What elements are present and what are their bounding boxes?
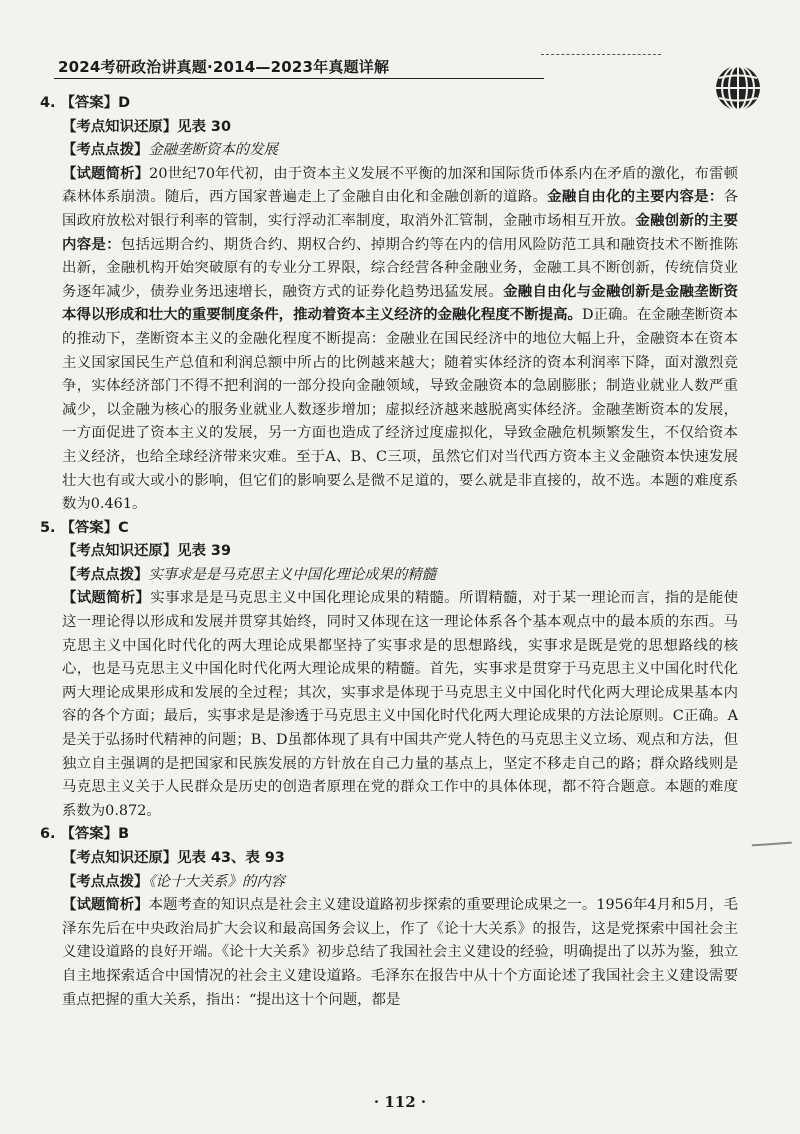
answer-label: 【答案】 [60,519,119,536]
header-dashed-line [541,54,661,80]
header-title: 2024考研政治讲真题·2014—2023年真题详解 [58,58,390,76]
question-4 [40,92,738,517]
question-6 [40,823,738,1012]
question-number: 4. [40,95,56,111]
brief-text: 各国政府放松对银行利率的管制，实行浮动汇率制度，取消外汇管制，金融市场相互开放。 [62,189,738,229]
question-number: 6. [40,826,56,843]
brief-text: 20世纪70年代初，由于资本主义发展不平衡的加深和国际货币体系内在矛盾的激化，布雷顿森林体系崩溃。随后，西方国家普遍走上了金融自由化和金融创新的道路。 [62,165,738,206]
answer-value: D [118,95,131,111]
point-value: 实事求是是马克思主义中国化理论成果的精髓 [148,566,437,583]
brief-paragraph [62,587,738,823]
brief-label: 【试题简析】 [62,165,150,182]
page-header [36,34,736,84]
header-rule [54,78,544,79]
brief-text: D正确。在金融垄断资本的推动下，垄断资本主义的金融化程度不断提高：金融业在国民经济中的地位大幅上升，金融资本在资本主义国家国民生产总值和利润总额中所占的比例越来越大；随着实体经济的资本利润率下降，面对激烈竞争，实体经济部门不得不把利润的一部分投向金融领域，导致金融资本的急剧膨胀；制造业就业人数严重减少，以金融为核心的服务业就业人数逐步增加；虚拟经济越来越脱离实体经济。金融垄断资本的发展，一方面促进了资本主义的发展，另一方面也造成了经济过度虚拟化，导致金融危机频繁发生，不仅给资本主义经济，也给全球经济带来灾难。至于A、B、C三项，虽然它们对当代西方资本主义金融资本快速发展壮大也有或大或小的影响，但它们的影响要么是微不足道的，要么就是非直接的，故不选。本题的难度系数为0.461。 [62,307,738,513]
page-number: · 112 · [373,1093,427,1111]
point-value: 金融垄断资本的发展 [148,142,278,159]
brief-bold: 金融自由化的主要内容是： [547,189,724,206]
answer-value: B [118,826,130,843]
knowledge-label: 【考点知识还原】 [62,118,178,135]
brief-text: 本题考查的知识点是社会主义建设道路初步探索的重要理论成果之一。1956年4月和5月，毛泽东先后在中央政治局扩大会议和最高国务会议上，作了《论十大关系》的报告，这是党探索中国社会主义建设道路的良好开端。《论十大关系》初步总结了我国社会主义建设的经验，明确提出了以苏为鉴，独立自主地探索适合中国情况的社会主义建设道路。毛泽东在报告中从十个方面论述了我国社会主义建设需要重点把握的重大关系，指出：“提出这十个问题，都是 [62,897,738,1008]
brief-text: 实事求是是马克思主义中国化理论成果的精髓。所谓精髓，对于某一理论而言，指的是能使这一理论得以形成和发展并贯穿其始终，同时又体现在这一理论体系各个基本观点中的最本质的东西。马克思主义中国化时代化的两大理论成果都坚持了实事求是的思想路线，实事求是既是党的思想路线的核心，也是马克思主义中国化时代化两大理论成果的精髓。首先，实事求是贯穿于马克思主义中国化时代化两大理论成果形成和发展的全过程；其次，实事求是体现于马克思主义中国化时代化两大理论成果基本内容的各个方面；最后，实事求是是渗透于马克思主义中国化时代化两大理论成果的方法论原则。C正确。A是关于弘扬时代精神的问题；B、D虽都体现了具有中国共产党人特色的马克思主义立场、观点和方法，但独立自主强调的是把国家和民族发展的方针放在自己力量的基点上，坚定不移走自己的路；群众路线则是马克思主义关于人民群众是历史的创造者原理在党的群众工作中的具体体现，都不符合题意。本题的难度系数为0.872。 [62,590,738,819]
brief-paragraph [62,163,738,517]
brief-text: 包括远期合约、期货合约、期权合约、掉期合约等在内的信用风险防范工具和融资技术不断推陈出新，金融机构开始突破原有的专业分工界限，综合经营各种金融业务，金融工具不断创新，传统信贷业务逐年减少，债券业务迅速增长，融资方式的证券化趋势迅猛发展。 [62,236,738,300]
brief-paragraph [62,894,738,1012]
knowledge-value: 见表 39 [177,543,231,560]
answer-value: C [118,519,129,536]
margin-mark [752,842,792,853]
brief-label: 【试题简析】 [62,897,149,914]
brief-label: 【试题简析】 [62,590,151,607]
point-label: 【考点点拨】 [62,873,149,890]
point-value: 《论十大关系》的内容 [148,873,286,890]
answer-label: 【答案】 [60,826,119,843]
page-content [40,92,738,1012]
knowledge-value: 见表 30 [177,118,231,135]
knowledge-label: 【考点知识还原】 [62,543,178,560]
question-5 [40,517,738,824]
question-number: 5. [40,519,56,536]
brief-bold: 金融创新的主要内容是： [62,212,738,253]
answer-label: 【答案】 [60,95,119,111]
point-label: 【考点点拨】 [62,142,149,159]
knowledge-value: 见表 43、表 93 [177,850,285,866]
brief-bold: 金融自由化与金融创新是金融垄断资本得以形成和壮大的重要制度条件，推动着资本主义经济的金融化程度不断提高。 [62,283,738,324]
knowledge-label: 【考点知识还原】 [62,850,178,866]
point-label: 【考点点拨】 [62,566,149,583]
